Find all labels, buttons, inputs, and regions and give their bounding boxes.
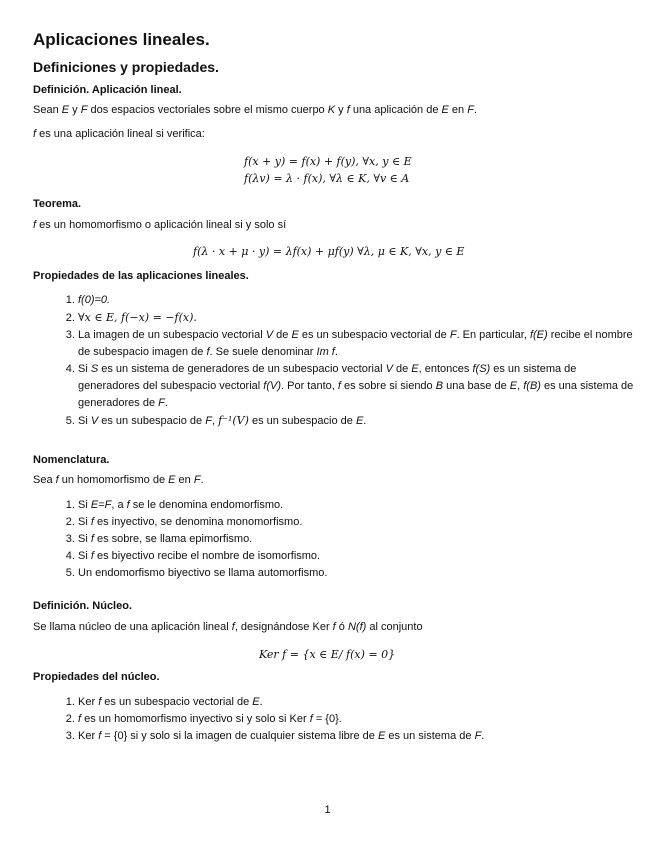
list-item: 4. Si f es biyectivo recibe el nombre de isomorfismo. (78, 548, 638, 565)
list-item: 1. Ker f es un subespacio vectorial de E. (78, 694, 638, 711)
page-title: Aplicaciones lineales. (33, 30, 210, 49)
nomenclature-list (62, 497, 638, 582)
list-item: 2. f es un homomorfismo inyectivo si y solo si Ker f = {0}. (78, 711, 638, 728)
formula-kernel: Ker f = {x ∈ E/ f(x) = 0} (259, 648, 396, 661)
list-item: 5. Si V es un subespacio de F, f⁻¹(V) es un subespacio de E. (78, 412, 638, 430)
kernel-properties-heading: Propiedades del núcleo. (33, 671, 160, 683)
list-item: 3. Si f es sobre, se llama epimorfismo. (78, 531, 638, 548)
list-item: 2. Si f es inyectivo, se denomina monomorfismo. (78, 514, 638, 531)
formula-homogeneity: f(λv) = λ · f(x), ∀λ ∈ K, ∀v ∈ A (244, 172, 410, 185)
list-item: 4. Si S es un sistema de generadores de un subespacio vectorial V de E, entonces f(S) es un sistema de generadores del subespacio vectorial f(V). Por tanto, f es sobre si siendo B una base de E, f(B) es una sistema de generadores de F. (78, 361, 638, 412)
kernel-properties-list (62, 694, 638, 745)
nomenclature-heading: Nomenclatura. (33, 454, 110, 466)
definition-linear-map-heading: Definición. Aplicación lineal. (33, 84, 182, 96)
list-item: 1. f(0)=0. (78, 292, 638, 309)
list-item: 3. La imagen de un subespacio vectorial V de E es un subespacio vectorial de F. En particular, f(E) recibe el nombre de subespacio imagen de f. Se suele denominar Im f. (78, 327, 638, 361)
theorem-heading: Teorema. (33, 198, 82, 210)
list-item: 1. Si E=F, a f se le denomina endomorfismo. (78, 497, 638, 514)
formula-additivity: f(x + y) = f(x) + f(y), ∀x, y ∈ E (244, 155, 412, 168)
definition-linear-map-condition: f es una aplicación lineal si verifica: (33, 128, 205, 140)
section-title: Definiciones y propiedades. (33, 59, 219, 75)
kernel-definition-text: Se llama núcleo de una aplicación lineal f, designándose Ker f ó N(f) al conjunto (33, 621, 423, 633)
formula-theorem: f(λ · x + μ · y) = λf(x) + μf(y) ∀λ, μ ∈ K, ∀x, y ∈ E (193, 245, 465, 258)
list-item: 3. Ker f = {0} si y solo si la imagen de cualquier sistema libre de E es un sistema de F. (78, 728, 638, 745)
page-number: 1 (324, 804, 331, 816)
properties-list (62, 292, 638, 430)
properties-heading: Propiedades de las aplicaciones lineales. (33, 270, 249, 282)
list-item: 2. ∀x ∈ E, f(−x) = −f(x). (78, 309, 638, 327)
kernel-definition-heading: Definición. Núcleo. (33, 600, 133, 612)
nomenclature-intro: Sea f un homomorfismo de E en F. (33, 474, 204, 486)
definition-linear-map-text: Sean E y F dos espacios vectoriales sobre el mismo cuerpo K y f una aplicación de E en F. (33, 104, 477, 116)
list-item: 5. Un endomorfismo biyectivo se llama automorfismo. (78, 565, 638, 582)
theorem-text: f es un homomorfismo o aplicación lineal si y solo sí (33, 219, 287, 231)
